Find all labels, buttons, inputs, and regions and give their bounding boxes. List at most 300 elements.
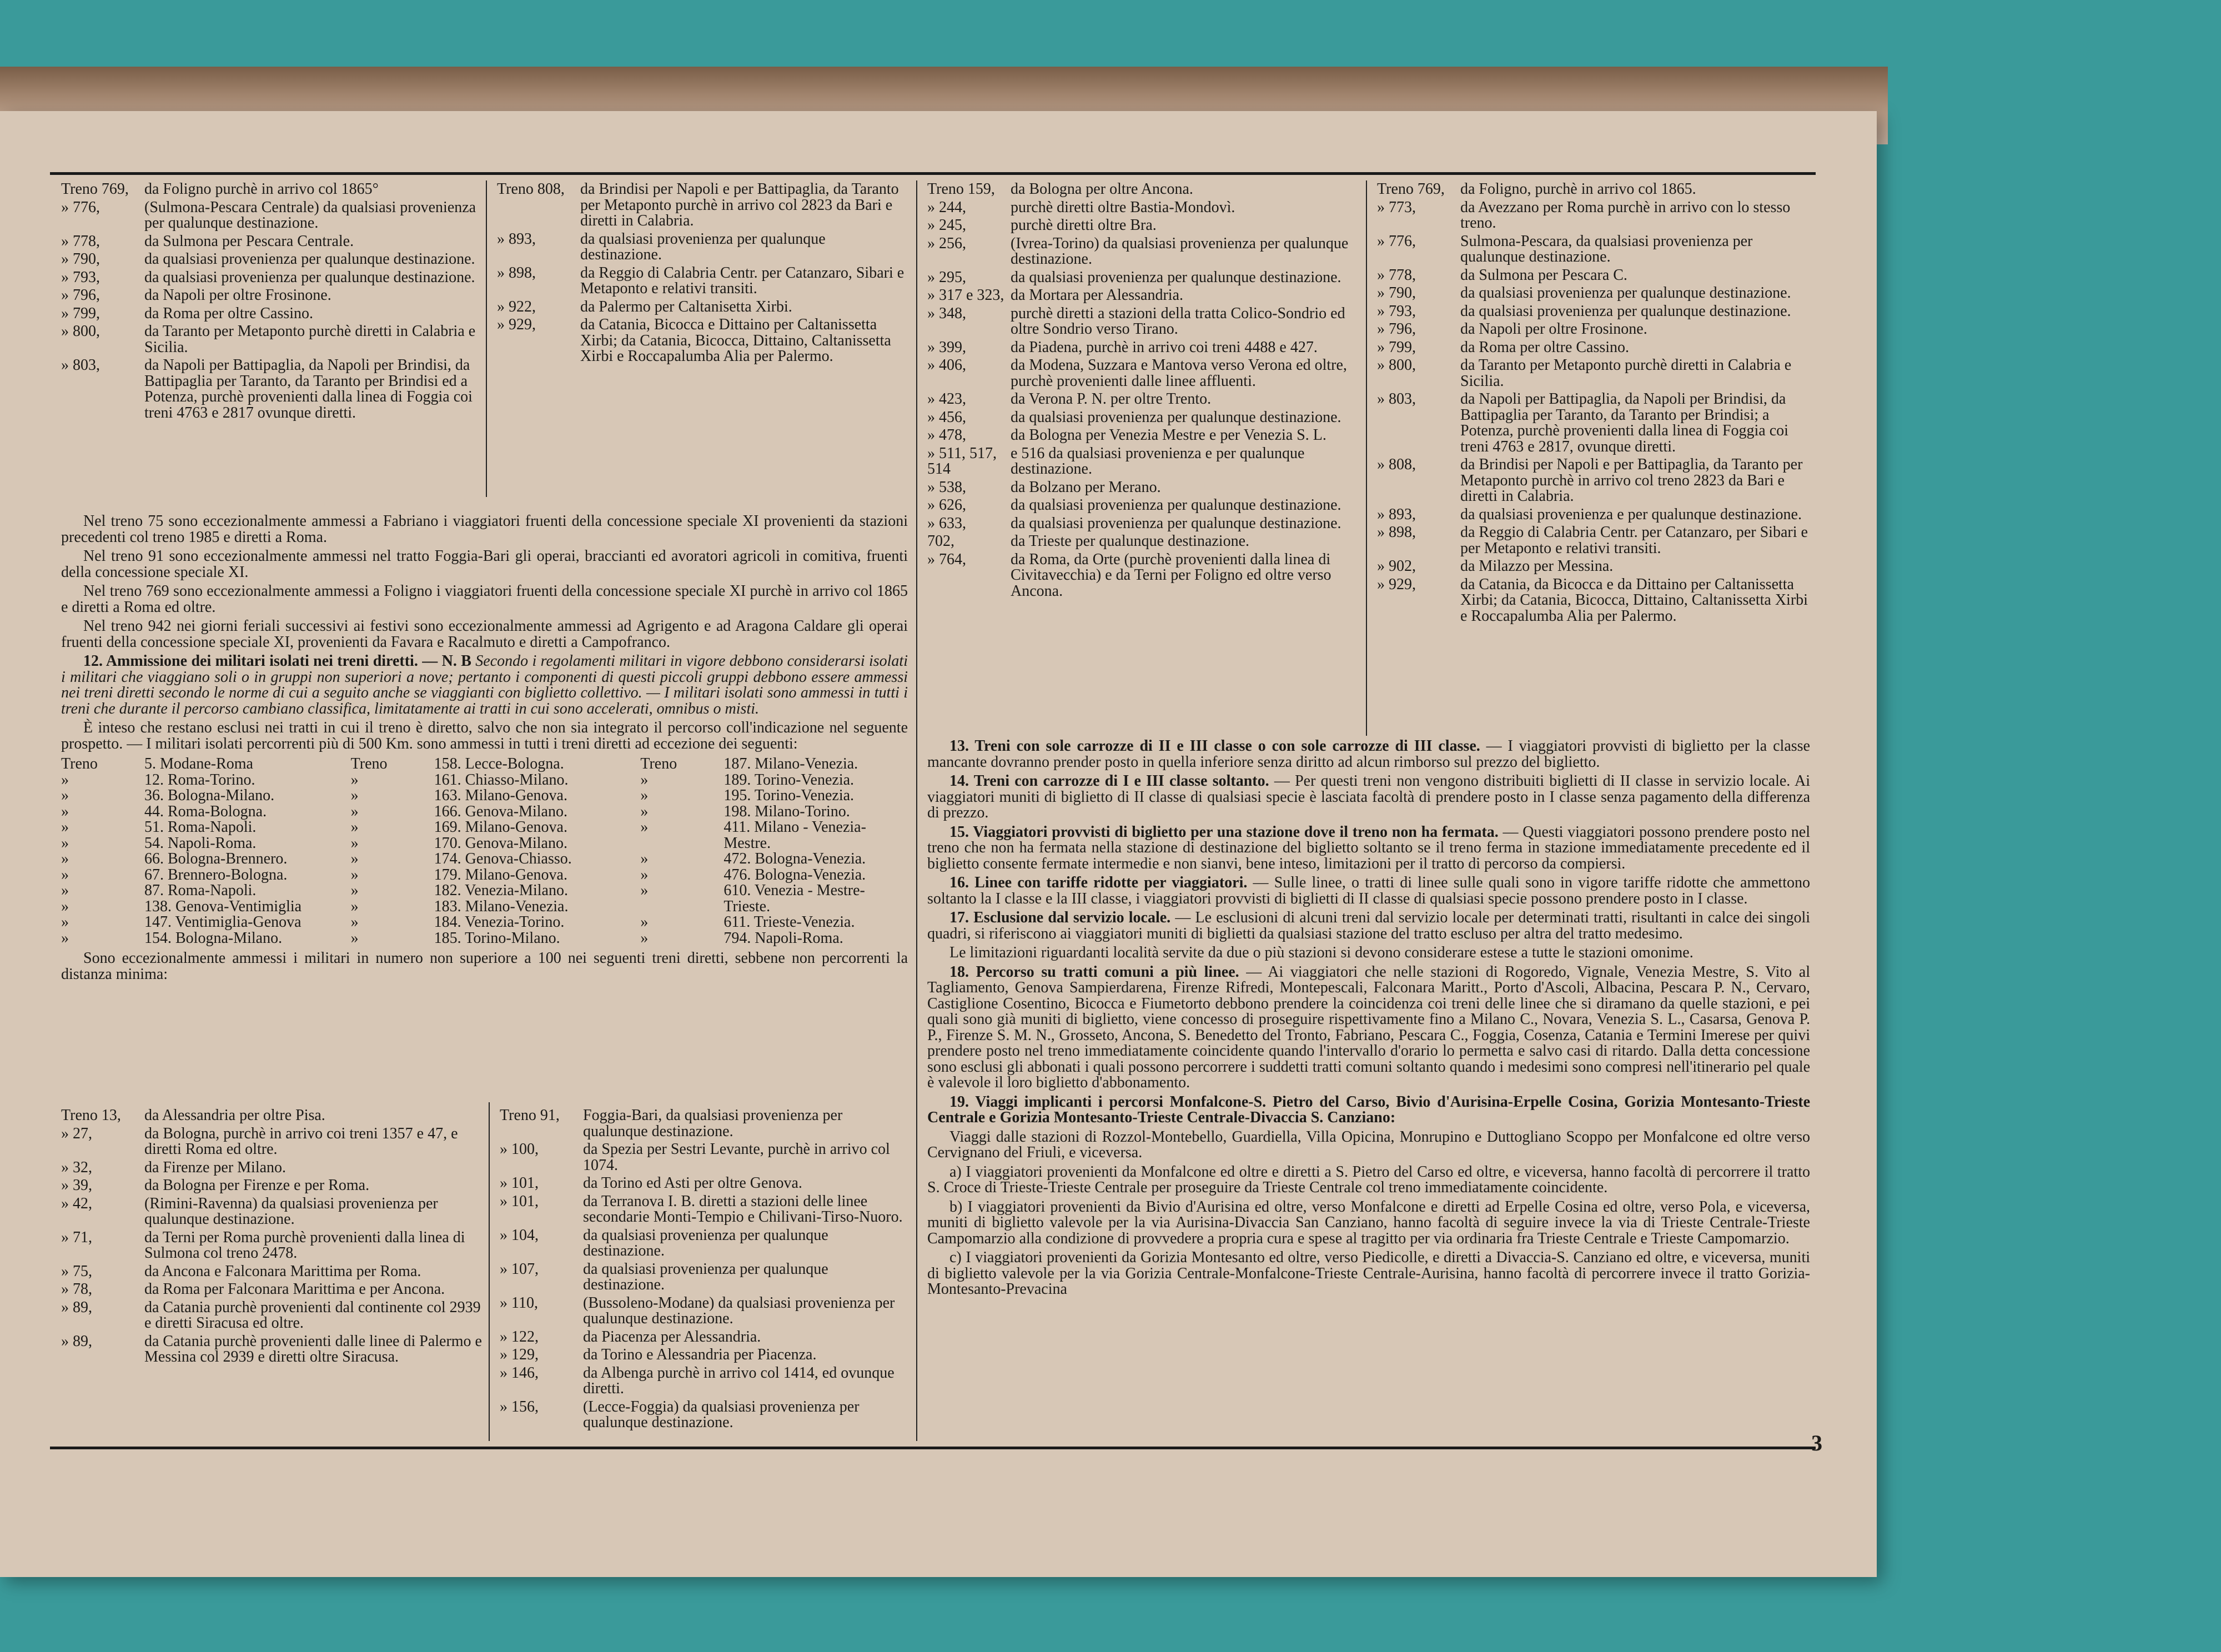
bottom-a-item xyxy=(61,1196,483,1228)
train-note: da Roma per Falconara Marittima e per Ancona. xyxy=(144,1281,445,1298)
bottom-a-item xyxy=(61,1178,483,1194)
bottom-b-item xyxy=(500,1365,908,1397)
para-treno-91: Nel treno 91 sono eccezionalmente ammessi nel tratto Foggia-Bari gli operai, braccianti ed avoratori agricoli in comitiva, fruenti della concessione speciale XI. xyxy=(61,548,908,581)
train-note: da qualsiasi provenienza per qualunque destinazione. xyxy=(580,230,826,263)
train-note: da Trieste per qualunque destinazione. xyxy=(1011,533,1250,550)
train-number: 702, xyxy=(927,533,954,550)
col3-item xyxy=(927,516,1358,532)
table-row xyxy=(640,788,908,804)
train-note: da Terranova I. B. diretti a stazioni delle linee secondarie Monti-Tempio e Chilivani-Tirso-Nuoro. xyxy=(583,1192,903,1226)
train-note: da Bologna per Firenze e per Roma. xyxy=(144,1177,370,1194)
section-body: — Ai viaggiatori che nelle stazioni di Rogoredo, Vignale, Venezia Mestre, S. Vito al Tagliamento, Genova Sampierdarena, Firenze Rifredi, Montepescali, Falconara Maritt., Porto d'Ascoli, Albacina, Pescara P. N., Cervaro, Castiglione Cosentino, Bicocca e Fiumetorto debbono prendere la coincidenza coi treni delle linee che si diramano da quelle stazioni, e pei quali sono già muniti di biglietto, viene concesso di proseguire rispettivamente fino a Milano C., Novara, Venezia S. L., Casarsa, Genova P. P., Firenze S. M. N., Grosseto, Ancona, S. Benedetto del Tronto, Fabriano, Pescara C., Foggia, Cosenza, Catania e Termini Imerese per quivi prendere posto nel treno immediatamente coincidente quando l'intervallo d'orario lo permetta e salvo casi di ritardo. Dalla detta concessione sono esclusi gli abbonati i quali possono percorrere i suddetti tratti comuni soltanto quando i medesimi sono compresi nell'itinerario pel quale è valevole il loro biglietto d'abbonamento. xyxy=(927,963,1810,1091)
train-note: da Sulmona per Pescara C. xyxy=(1460,266,1627,284)
table-prefix: » xyxy=(61,819,69,836)
table-route: 66. Bologna-Brennero. xyxy=(144,850,288,867)
train-number: » 778, xyxy=(1377,266,1416,284)
train-note: da qualsiasi provenienza per qualunque destinazione. xyxy=(1011,514,1341,532)
train-note: da Ancona e Falconara Marittima per Roma. xyxy=(144,1262,421,1280)
table-column xyxy=(61,756,329,946)
col3-item xyxy=(927,340,1358,356)
table-prefix: » xyxy=(640,787,649,804)
table-prefix: » xyxy=(61,850,69,867)
section-body: b) I viaggiatori provenienti da Bivio d'Aurisina ed oltre, verso Monfalcone e diretti ad Erpelle Cosina ed oltre, verso Pola, e viceversa, muniti di biglietto valevole per la via Aurisina-Divaccia San Canziano, hanno facoltà di seguire invece la via di Trieste Centrale-Trieste Campomarzio alla condizione di provvedere a propria cura e spese al tragitto per via ordinaria fra Trieste Centrale e Trieste Campomarzio. xyxy=(927,1198,1810,1247)
col3-item xyxy=(927,480,1358,496)
col1a-item xyxy=(61,234,483,250)
train-note: purchè diretti oltre Bastia-Mondovì. xyxy=(1011,198,1235,216)
table-row xyxy=(351,915,619,931)
table-prefix: » xyxy=(350,913,359,931)
bottom-b-item xyxy=(500,1142,908,1173)
section-title: 18. Percorso su tratti comuni a più linee. xyxy=(949,963,1239,981)
train-note: purchè diretti oltre Bra. xyxy=(1011,217,1157,234)
col1-top-divider xyxy=(486,180,487,497)
section-title: 15. Viaggiatori provvisti di biglietto per una stazione dove il treno non ha fermata. xyxy=(949,823,1499,841)
train-note: da Torino e Alessandria per Piacenza. xyxy=(583,1346,817,1363)
col1b-item xyxy=(497,299,908,315)
table-row xyxy=(61,883,329,899)
table-row xyxy=(61,804,329,820)
train-note: da Bolzano per Merano. xyxy=(1011,478,1161,496)
train-note: (Ivrea-Torino) da qualsiasi provenienza per qualunque destinazione. xyxy=(1011,234,1349,268)
train-note: da Albenga purchè in arrivo col 1414, ed ovunque diretti. xyxy=(583,1364,895,1397)
section-body: — Questi viaggiatori possono prendere posto nel treno che non ha fermata nella stazione di destinazione del biglietto soltanto se il treno ferma in stazione immediatamente precedente ed il biglietto consente fermate intermedie e non sianvi, bene inteso, limitazioni per il tratto di percorso da compiersi. xyxy=(927,823,1810,872)
col1b-item xyxy=(497,182,908,229)
table-route: 189. Torino-Venezia. xyxy=(723,771,855,789)
train-number: » 146, xyxy=(500,1364,539,1382)
train-number: » 478, xyxy=(927,426,966,444)
train-number: » 456, xyxy=(927,408,966,426)
para-treno-75: Nel treno 75 sono eccezionalmente ammessi a Fabriano i viaggiatori fruenti della concessione speciale XI provenienti da stazioni precedenti col treno 1985 e diretti a Roma. xyxy=(61,513,908,546)
table-row xyxy=(61,899,329,915)
col1a-item xyxy=(61,358,483,421)
table-route: 182. Venezia-Milano. xyxy=(434,882,568,899)
section-body: a) I viaggiatori provenienti da Monfalcone ed oltre e diretti a S. Pietro del Carso ed oltre, e viceversa, hanno facoltà di percorrere il tratto S. Croce di Trieste-Trieste Centrale per proseguire da Trieste Centrale col treno immediatamente coincidente. xyxy=(927,1163,1810,1196)
col3-item xyxy=(927,218,1358,234)
col4-item xyxy=(1377,268,1810,284)
table-route: 610. Venezia - Mestre-Trieste. xyxy=(723,882,865,915)
table-route: 179. Milano-Genova. xyxy=(434,866,567,883)
train-number: » 110, xyxy=(500,1294,538,1312)
table-row xyxy=(351,756,619,772)
train-note: da Verona P. N. per oltre Trento. xyxy=(1011,390,1212,408)
table-row xyxy=(61,820,329,836)
page-number: 3 xyxy=(1811,1430,1822,1455)
col3-item xyxy=(927,428,1358,444)
table-row xyxy=(640,867,908,883)
train-number: » 898, xyxy=(497,264,536,282)
table-row xyxy=(351,851,619,867)
train-number: » 256, xyxy=(927,234,966,252)
train-number: » 156, xyxy=(500,1398,539,1415)
train-note: Sulmona-Pescara, da qualsiasi provenienza per qualunque destinazione. xyxy=(1460,232,1753,265)
table-route: 794. Napoli-Roma. xyxy=(723,929,843,947)
train-note: (Bussoleno-Modane) da qualsiasi provenienza per qualunque destinazione. xyxy=(583,1294,895,1327)
col1b xyxy=(497,182,908,367)
table-prefix: » xyxy=(61,787,69,804)
table-route: 87. Roma-Napoli. xyxy=(144,882,257,899)
train-note: da qualsiasi provenienza per qualunque destinazione. xyxy=(1460,302,1791,320)
col3-top-divider xyxy=(1366,180,1367,736)
table-prefix: » xyxy=(350,929,359,947)
train-number: » 922, xyxy=(497,298,536,315)
train-note: da Catania purchè provenienti dal continente col 2939 e diretti Siracusa ed oltre. xyxy=(144,1298,481,1332)
train-note: da Catania, da Bicocca e da Dittaino per Caltanissetta Xirbi; da Catania, Bicocca, Dittaino, Caltanissetta Xirbi e Roccapalumba Alia per Palermo. xyxy=(1460,575,1808,625)
table-prefix: » xyxy=(640,802,649,820)
bottom-b-item xyxy=(500,1228,908,1259)
col4-item xyxy=(1377,525,1810,556)
table-route: 147. Ventimiglia-Genova xyxy=(144,913,302,931)
table-row xyxy=(61,915,329,931)
train-number: » 122, xyxy=(500,1328,539,1345)
train-note: da Napoli per Battipaglia, da Napoli per Brindisi, da Battipaglia per Taranto, da Taranto per Brindisi ed a Potenza, purchè provenienti dalla linea di Foggia coi treni 4763 e 2817 ovunque diretti. xyxy=(144,356,473,421)
table-prefix: » xyxy=(640,866,649,883)
table-prefix: » xyxy=(61,866,69,883)
train-note: da Catania, Bicocca e Dittaino per Caltanissetta Xirbi; da Catania, Bicocca, Dittaino, Caltanissetta Xirbi e Roccapalumba Alia per Palermo. xyxy=(580,316,891,365)
train-number: » 89, xyxy=(61,1298,92,1316)
table-route: 476. Bologna-Venezia. xyxy=(723,866,866,883)
section-body: Le limitazioni riguardanti località servite da due o più stazioni si devono considerare estese a tutte le stazioni omonime. xyxy=(949,944,1694,961)
table-route: 54. Napoli-Roma. xyxy=(144,834,257,852)
bottom-b-item xyxy=(500,1329,908,1345)
table-row xyxy=(351,788,619,804)
train-number: » 101, xyxy=(500,1192,539,1210)
train-note: da qualsiasi provenienza per qualunque destinazione. xyxy=(1460,284,1791,302)
col1a-item xyxy=(61,252,483,268)
table-prefix: » xyxy=(640,882,649,899)
train-number: » 348, xyxy=(927,304,966,322)
train-note: da Foligno, purchè in arrivo col 1865. xyxy=(1460,180,1696,198)
train-number: » 808, xyxy=(1377,456,1416,473)
table-route: 51. Roma-Napoli. xyxy=(144,819,257,836)
col4-item xyxy=(1377,200,1810,232)
table-row xyxy=(351,931,619,947)
section-paragraph xyxy=(927,1164,1810,1196)
section-paragraph xyxy=(927,739,1810,770)
train-number: Treno 13, xyxy=(61,1107,121,1124)
train-number: » 778, xyxy=(61,232,100,250)
table-route: 611. Trieste-Venezia. xyxy=(723,913,855,931)
table-row xyxy=(61,836,329,852)
train-number: » 893, xyxy=(1377,505,1416,523)
section-paragraph xyxy=(927,945,1810,961)
train-note: da Brindisi per Napoli e per Battipaglia, da Taranto per Metaponto purchè in arrivo col treno 2823 da Bari e diretti in Calabria. xyxy=(1460,456,1803,505)
table-row xyxy=(351,836,619,852)
table-prefix: Treno xyxy=(61,755,98,772)
train-number: » 107, xyxy=(500,1260,539,1278)
train-note: da Napoli per oltre Frosinone. xyxy=(1460,320,1647,338)
train-number: » 245, xyxy=(927,217,966,234)
train-note: da Reggio di Calabria Centr. per Catanzaro, per Sibari e per Metaponto e relativi transiti. xyxy=(1460,524,1808,557)
table-prefix: » xyxy=(640,771,649,789)
bottom-b-item xyxy=(500,1108,908,1139)
section-paragraph xyxy=(927,875,1810,907)
train-note: da Piacenza per Alessandria. xyxy=(583,1328,761,1345)
left-paragraphs xyxy=(61,514,908,986)
col4-item xyxy=(1377,577,1810,625)
para-treno-942: Nel treno 942 nei giorni feriali successivi ai festivi sono eccezionalmente ammessi ad Agrigento e ad Aragona Caldare gli operai fruenti della concessione speciale XI, provenienti da Favara e Racalmuto e diretti a Campofranco. xyxy=(61,617,908,651)
col4-item xyxy=(1377,304,1810,320)
section-title: 19. Viaggi implicanti i percorsi Monfalcone-S. Pietro del Carso, Bivio d'Aurisina-Erpelle Cosina, Gorizia Montesanto-Trieste Centrale e Gorizia Montesanto-Trieste Centrale-Divaccia S. Canziano: xyxy=(927,1093,1810,1126)
train-note: (Sulmona-Pescara Centrale) da qualsiasi provenienza per qualunque destinazione. xyxy=(144,198,476,232)
right-paragraphs xyxy=(927,739,1810,1301)
table-row xyxy=(640,883,908,915)
section-body: c) I viaggiatori provenienti da Gorizia Montesanto ed oltre, verso Piedicolle, e diretti a Divaccia-S. Canziano ed oltre, e viceversa, muniti di biglietto valevole per la via Gorizia Centrale-Monfalcone-Trieste Centrale-Aurisina, hanno facoltà di percorrere invece il tratto Gorizia-Montesanto-Prevacina xyxy=(927,1249,1810,1298)
train-note: e 516 da qualsiasi provenienza e per qualunque destinazione. xyxy=(1011,444,1305,478)
train-number: Treno 769, xyxy=(1377,180,1445,198)
table-prefix: » xyxy=(350,897,359,915)
train-note: da Palermo per Caltanisetta Xirbi. xyxy=(580,298,792,315)
train-note: da qualsiasi provenienza per qualunque destinazione. xyxy=(1011,268,1341,286)
train-number: Treno 91, xyxy=(500,1107,560,1124)
table-row xyxy=(351,772,619,789)
bottom-a-item xyxy=(61,1126,483,1158)
section-paragraph xyxy=(927,825,1810,872)
table-route: 158. Lecce-Bologna. xyxy=(434,755,564,772)
bottom-b-item xyxy=(500,1347,908,1363)
train-number: » 803, xyxy=(61,356,100,374)
train-number: » 78, xyxy=(61,1281,92,1298)
table-route: 5. Modane-Roma xyxy=(144,755,253,772)
col3-item xyxy=(927,498,1358,514)
train-number: Treno 159, xyxy=(927,180,995,198)
col3-item xyxy=(927,236,1358,268)
table-row xyxy=(61,851,329,867)
col4-item xyxy=(1377,234,1810,265)
col3-entries xyxy=(927,182,1358,601)
para-12 xyxy=(61,654,908,717)
train-number: » 776, xyxy=(61,198,100,216)
train-number: » 796, xyxy=(61,287,100,304)
table-prefix: » xyxy=(350,850,359,867)
train-number: » 929, xyxy=(1377,575,1416,593)
train-note: da Bologna per oltre Ancona. xyxy=(1011,180,1193,198)
train-number: » 101, xyxy=(500,1174,539,1192)
table-route: 36. Bologna-Milano. xyxy=(144,787,275,804)
train-number: » 803, xyxy=(1377,390,1416,408)
table-prefix: » xyxy=(640,819,649,836)
section-paragraph xyxy=(927,1094,1810,1126)
table-row xyxy=(640,772,908,789)
section-title: 14. Treni con carrozze di I e III classe soltanto. xyxy=(949,772,1269,790)
col1b-item xyxy=(497,265,908,297)
table-prefix: Treno xyxy=(350,755,388,772)
col4-item xyxy=(1377,322,1810,338)
bottom-b-item xyxy=(500,1296,908,1327)
col1-bottom-a xyxy=(61,1108,483,1368)
table-route: 195. Torino-Venezia. xyxy=(723,787,855,804)
col1-bottom-b xyxy=(500,1108,908,1433)
table-prefix: » xyxy=(350,882,359,899)
table-row xyxy=(351,883,619,899)
table-prefix: » xyxy=(640,850,649,867)
train-number: » 764, xyxy=(927,550,966,568)
train-note: da Sulmona per Pescara Centrale. xyxy=(144,232,354,250)
table-row xyxy=(640,931,908,947)
train-note: da qualsiasi provenienza per qualunque destinazione. xyxy=(1011,408,1341,426)
train-note: da Alessandria per oltre Pisa. xyxy=(144,1107,325,1124)
train-note: da Catania purchè provenienti dalle linee di Palermo e Messina col 2939 e diretti oltre Siracusa. xyxy=(144,1332,482,1365)
para-treno-769: Nel treno 769 sono eccezionalmente ammessi a Foligno i viaggiatori fruenti della concessione speciale XI purchè in arrivo col 1865 e diretti a Roma ed oltre. xyxy=(61,583,908,616)
train-number: » 776, xyxy=(1377,232,1416,250)
table-prefix: » xyxy=(61,802,69,820)
train-number: » 89, xyxy=(61,1332,92,1350)
bottom-a-item xyxy=(61,1300,483,1332)
train-number: » 793, xyxy=(1377,302,1416,320)
table-row xyxy=(640,851,908,867)
table-route: 183. Milano-Venezia. xyxy=(434,897,569,915)
bottom-a-item xyxy=(61,1230,483,1262)
train-note: da Torino ed Asti per oltre Genova. xyxy=(583,1174,802,1192)
train-number: » 100, xyxy=(500,1141,539,1158)
table-row xyxy=(640,804,908,820)
table-route: 12. Roma-Torino. xyxy=(144,771,255,789)
train-note: da qualsiasi provenienza per qualunque destinazione. xyxy=(144,268,475,286)
train-number: » 129, xyxy=(500,1346,539,1363)
para-12-body: Secondo i regolamenti militari in vigore debbono considerarsi isolati i militari che viaggiano soli o in gruppi non superiori a nove; pertanto i componenti di questi piccoli gruppi debbono essere ammessi nei treni diretti secondo le norme di cui a seguito anche se viaggianti con biglietto collettivo. — I militari isolati sono ammessi in tutti i treni che durante il percorso cambiano classifica, limitatamente ai tratti in cui sono accelerati, omnibus o misti. xyxy=(61,652,908,717)
section-body: — Per questi treni non vengono distribuiti biglietti di II classe in servizio locale. Ai viaggiatori muniti di biglietto di II classe di qualsiasi specie è lasciata facoltà di prendere posto in I classe senza pagamento della differenza di prezzo. xyxy=(927,772,1810,821)
table-row xyxy=(61,756,329,772)
train-number: » 929, xyxy=(497,316,536,333)
col1b-item xyxy=(497,317,908,365)
train-number: » 799, xyxy=(61,304,100,322)
bottom-a-item xyxy=(61,1264,483,1280)
bottom-b-item xyxy=(500,1194,908,1226)
train-number: » 406, xyxy=(927,356,966,374)
train-number: » 75, xyxy=(61,1262,92,1280)
train-number: » 793, xyxy=(61,268,100,286)
table-route: 472. Bologna-Venezia. xyxy=(723,850,866,867)
table-row xyxy=(61,931,329,947)
train-note: purchè diretti a stazioni della tratta Colico-Sondrio ed oltre Sondrio verso Tirano. xyxy=(1011,304,1345,338)
table-row xyxy=(640,915,908,931)
section-paragraph xyxy=(927,1129,1810,1161)
train-note: da Mortara per Alessandria. xyxy=(1011,287,1183,304)
table-prefix: » xyxy=(640,929,649,947)
table-route: 169. Milano-Genova. xyxy=(434,819,567,836)
train-number: » 893, xyxy=(497,230,536,248)
col4-item xyxy=(1377,457,1810,505)
table-prefix: » xyxy=(61,834,69,852)
table-prefix: Treno xyxy=(640,755,677,772)
train-note: da Roma, da Orte (purchè provenienti dalla linea di Civitavecchia) e da Terni per Foligno ed oltre verso Ancona. xyxy=(1011,550,1331,600)
section-body: — Le esclusioni di alcuni treni dal servizio locale per determinati tratti, risultanti in calce dei singoli quadri, si riferiscono ai viaggiatori muniti di biglietti da qualsiasi stazione del tratto escluso per altra del tratto medesimo. xyxy=(927,909,1811,942)
train-number: » 790, xyxy=(1377,284,1416,302)
col4-entries xyxy=(1377,182,1810,626)
table-row xyxy=(640,756,908,772)
table-prefix: » xyxy=(350,866,359,883)
train-note: Foggia-Bari, da qualsiasi provenienza per qualunque destinazione. xyxy=(583,1107,843,1140)
bottom-a-item xyxy=(61,1334,483,1365)
train-note: (Lecce-Foggia) da qualsiasi provenienza per qualunque destinazione. xyxy=(583,1398,860,1431)
train-note: da Napoli per Battipaglia, da Napoli per Brindisi, da Battipaglia per Taranto, da Taranto per Brindisi; a Potenza, purchè provenienti dalla linea di Foggia coi treni 4763 e 2817, ovunque diretti. xyxy=(1460,390,1788,455)
train-number: » 27, xyxy=(61,1124,92,1142)
train-note: da qualsiasi provenienza per qualunque destinazione. xyxy=(583,1260,828,1293)
train-number: » 773, xyxy=(1377,198,1416,216)
table-row xyxy=(351,867,619,883)
train-number: » 898, xyxy=(1377,524,1416,541)
bottom-b-item xyxy=(500,1262,908,1293)
table-prefix: » xyxy=(640,913,649,931)
col1a xyxy=(61,182,483,423)
para-sebbene: Sono eccezionalmente ammessi i militari in numero non superiore a 100 nei seguenti treni diretti, sebbene non percorrenti la distanza minima: xyxy=(61,950,908,983)
table-column xyxy=(351,756,619,946)
table-prefix: » xyxy=(350,819,359,836)
para-12b: È inteso che restano esclusi nei tratti in cui il treno è diretto, salvo che non sia integrato il percorso coll'indicazione nel seguente prospetto. — I militari isolati percorrenti più di 500 Km. sono ammessi in tutti i treni diretti ad eccezione dei seguenti: xyxy=(61,719,908,752)
section-title: 16. Linee con tariffe ridotte per viaggiatori. xyxy=(949,874,1248,891)
col1a-item xyxy=(61,288,483,304)
train-number: » 799, xyxy=(1377,338,1416,356)
table-route: 44. Roma-Bologna. xyxy=(144,802,267,820)
train-note: da Spezia per Sestri Levante, purchè in arrivo col 1074. xyxy=(583,1141,890,1174)
table-row xyxy=(61,772,329,789)
col4-item xyxy=(1377,358,1810,389)
col3-item xyxy=(927,306,1358,338)
train-note: da qualsiasi provenienza per qualunque destinazione. xyxy=(144,250,475,268)
col3-item xyxy=(927,410,1358,426)
table-prefix: » xyxy=(61,913,69,931)
section-paragraph xyxy=(927,774,1810,821)
train-note: da Brindisi per Napoli e per Battipaglia, da Taranto per Metaponto purchè in arrivo col 2823 da Bari e diretti in Calabria. xyxy=(580,180,899,229)
table-route: 67. Brennero-Bologna. xyxy=(144,866,288,883)
train-note: da Napoli per oltre Frosinone. xyxy=(144,287,331,304)
train-number: » 796, xyxy=(1377,320,1416,338)
col4-item xyxy=(1377,507,1810,523)
train-note: da Taranto per Metaponto purchè diretti in Calabria e Sicilia. xyxy=(144,323,476,356)
col4-item xyxy=(1377,559,1810,575)
table-route: 184. Venezia-Torino. xyxy=(434,913,565,931)
train-note: da Firenze per Milano. xyxy=(144,1158,287,1176)
section-paragraph xyxy=(927,910,1810,942)
table-prefix: » xyxy=(61,771,69,789)
col4-item xyxy=(1377,340,1810,356)
section-paragraph xyxy=(927,965,1810,1091)
col1-bottom-divider xyxy=(489,1102,490,1441)
col3-item xyxy=(927,200,1358,216)
col1a-item xyxy=(61,324,483,355)
col3-item xyxy=(927,552,1358,600)
bottom-a-item xyxy=(61,1282,483,1298)
section-body: Viaggi dalle stazioni di Rozzol-Montebello, Guardiella, Villa Opicina, Monrupino e Duttogliano Scoppo per Monfalcone ed oltre verso Cervignano del Friuli, e viceversa. xyxy=(927,1128,1810,1161)
table-route: 161. Chiasso-Milano. xyxy=(434,771,569,789)
col1a-item xyxy=(61,182,483,198)
table-route: 163. Milano-Genova. xyxy=(434,787,567,804)
table-row xyxy=(61,867,329,883)
train-note: da Modena, Suzzara e Mantova verso Verona ed oltre, purchè provenienti dalle linee affluenti. xyxy=(1011,356,1347,390)
train-note: da qualsiasi provenienza per qualunque destinazione. xyxy=(583,1226,828,1259)
table-prefix: » xyxy=(350,802,359,820)
train-note: da Avezzano per Roma purchè in arrivo con lo stesso treno. xyxy=(1460,198,1791,232)
table-route: 198. Milano-Torino. xyxy=(723,802,850,820)
para-12-title: 12. Ammissione dei militari isolati nei treni diretti. — N. B xyxy=(83,652,471,670)
col3-item xyxy=(927,446,1358,478)
table-route: 411. Milano - Venezia-Mestre. xyxy=(723,819,866,852)
military-exclusion-table xyxy=(61,756,908,946)
center-divider xyxy=(916,180,917,1441)
table-prefix: » xyxy=(61,929,69,947)
train-number: » 295, xyxy=(927,268,966,286)
col4-item xyxy=(1377,182,1810,198)
train-note: da Bologna per Venezia Mestre e per Venezia S. L. xyxy=(1011,426,1326,444)
table-route: 174. Genova-Chiasso. xyxy=(434,850,572,867)
train-number: » 633, xyxy=(927,514,966,532)
table-row xyxy=(61,788,329,804)
train-number: » 423, xyxy=(927,390,966,408)
col3-item xyxy=(927,534,1358,550)
col4-item xyxy=(1377,285,1810,302)
train-number: » 39, xyxy=(61,1177,92,1194)
train-note: da Foligno purchè in arrivo col 1865° xyxy=(144,180,379,198)
train-number: » 800, xyxy=(61,323,100,340)
